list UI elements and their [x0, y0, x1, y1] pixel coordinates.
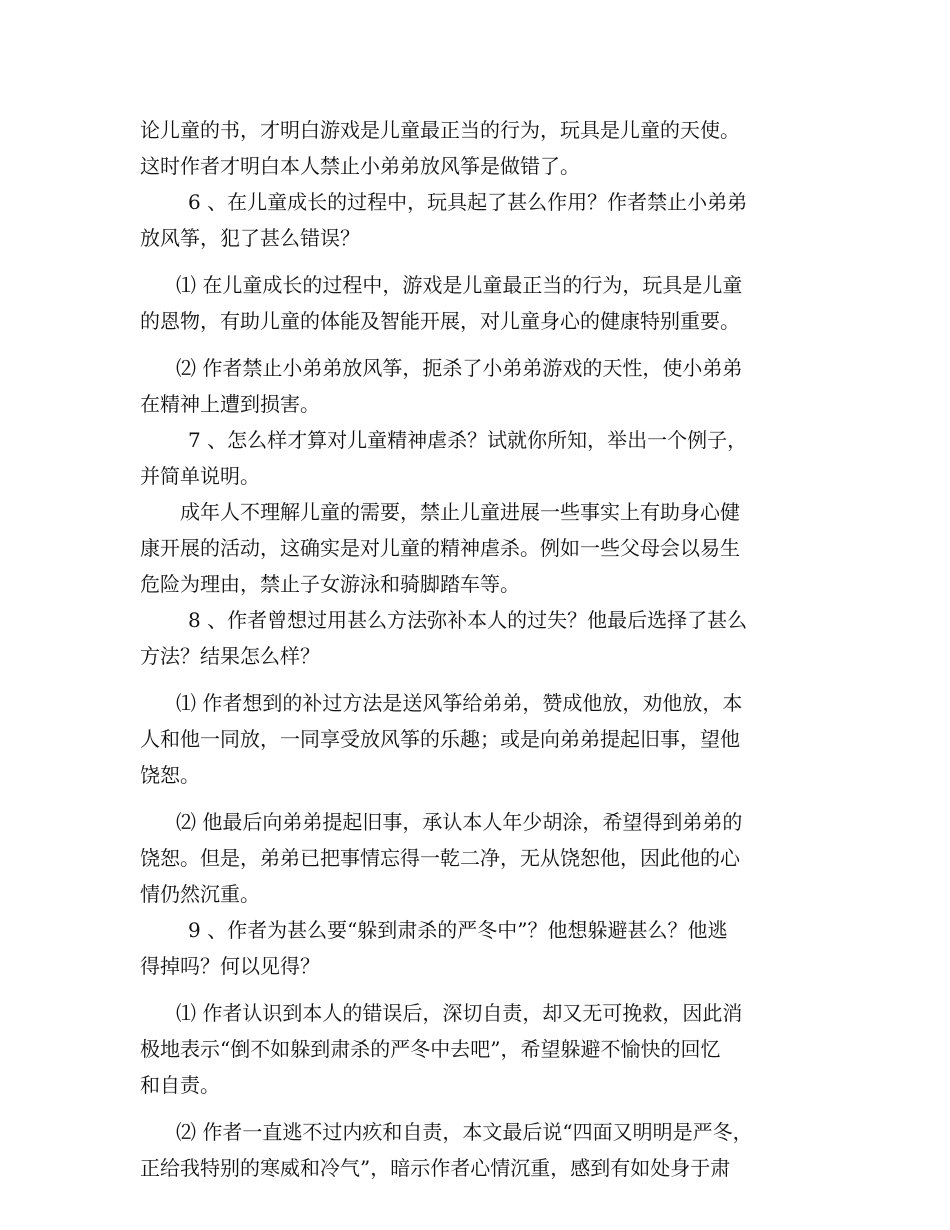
- text-line: 情仍然沉重。: [140, 882, 260, 906]
- answer-9-1: ⑴ 作者认识到本人的错误后，深切自责，却又无可挽救，因此消: [176, 1001, 743, 1025]
- text-line: 并简单说明。: [140, 464, 260, 488]
- question-6: 6 、在儿童成长的过程中，玩具起了甚么作用？作者禁止小弟弟: [188, 190, 748, 214]
- question-8: 8 、作者曾想过用甚么方法弥补本人的过失？他最后选择了甚么: [188, 608, 748, 632]
- text-line: 得掉吗？何以见得？: [140, 954, 320, 978]
- text-line: 论儿童的书，才明白游戏是儿童最正当的行为，玩具是儿童的天使。: [140, 118, 740, 142]
- answer-8-1: ⑴ 作者想到的补过方法是送风筝给弟弟，赞成他放，劝他放，本: [176, 691, 743, 715]
- text-line: 极地表示“倒不如躲到肃杀的严冬中去吧”，希望躲避不愉快的回忆: [140, 1037, 721, 1061]
- text-line: 放风筝，犯了甚么错误？: [140, 226, 360, 250]
- text-line: 饶恕。: [140, 763, 200, 787]
- text-line: 饶恕。但是，弟弟已把事情忘得一乾二净，无从饶恕他，因此他的心: [140, 846, 740, 870]
- text-line: 这时作者才明白本人禁止小弟弟放风筝是做错了。: [140, 154, 580, 178]
- answer-9-2: ⑵ 作者一直逃不过内疚和自责，本文最后说“四面又明明是严冬，: [176, 1120, 753, 1144]
- text-line: 正给我特别的寒威和冷气”，暗示作者心情沉重，感到有如处身于肃: [140, 1156, 731, 1180]
- answer-8-2: ⑵ 他最后向弟弟提起旧事，承认本人年少胡涂，希望得到弟弟的: [176, 810, 743, 834]
- answer-7: 成年人不理解儿童的需要，禁止儿童进展一些事实上有助身心健: [180, 500, 740, 524]
- text-line: 康开展的活动，这确实是对儿童的精神虐杀。例如一些父母会以易生: [140, 536, 740, 560]
- text-line: 危险为理由，禁止子女游泳和骑脚踏车等。: [140, 572, 520, 596]
- text-line: 的恩物，有助儿童的体能及智能开展，对儿童身心的健康特别重要。: [140, 309, 740, 333]
- question-9: 9 、作者为甚么要“躲到肃杀的严冬中”？他想躲避甚么？他逃: [188, 918, 728, 942]
- text-line: 和自责。: [140, 1073, 220, 1097]
- answer-6-1: ⑴ 在儿童成长的过程中，游戏是儿童最正当的行为，玩具是儿童: [176, 273, 743, 297]
- text-line: 方法？结果怎么样？: [140, 644, 320, 668]
- text-line: 人和他一同放，一同享受放风筝的乐趣；或是向弟弟提起旧事，望他: [140, 727, 740, 751]
- document-body: [140, 112, 820, 1186]
- text-line: 在精神上遭到损害。: [140, 392, 320, 416]
- question-7: 7 、怎么样才算对儿童精神虐杀？试就你所知，举出一个例子，: [188, 428, 748, 452]
- answer-6-2: ⑵ 作者禁止小弟弟放风筝，扼杀了小弟弟游戏的天性，使小弟弟: [176, 356, 743, 380]
